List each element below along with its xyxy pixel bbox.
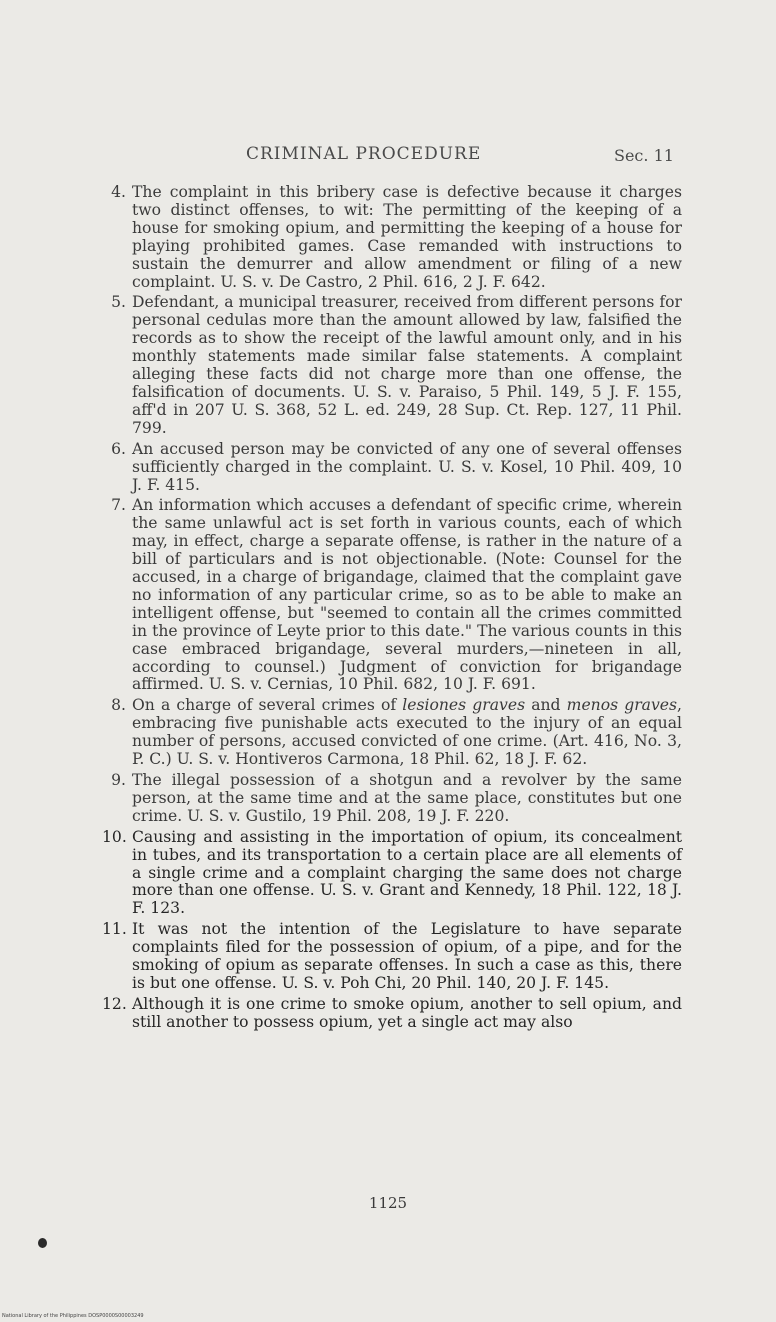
item-number: 8. [111,696,126,715]
annotation-item [72,921,682,993]
item-number: 4. [111,183,126,201]
annotation-item [72,697,682,769]
item-text-before: On a charge of several crimes of [132,696,403,715]
page-header [0,144,776,170]
scan-credit: National Library of the Philippines DOSP0000S00003249 [2,1313,144,1319]
running-title: CRIMINAL PROCEDURE [246,144,482,164]
item-text: Causing and assisting in the importation of opium, its concealment in tubes, and its transportation to a certain place are all elements of a single crime and a complaint charging the same does not charge more than one offense. U. S. v. Grant and Kennedy, 18 Phil. 122, 18 J. F. 123. [132,827,682,918]
item-number: 5. [111,293,126,312]
annotation-item [72,294,682,437]
item-text-mid: and [525,696,567,715]
item-number: 9. [111,771,126,789]
annotation-item [72,772,682,826]
annotation-item [72,184,682,291]
item-text: Defendant, a municipal treasurer, received from different persons for personal cedulas more than the amount allowed by law, falsified the records as to show the receipt of the lawful amount only, and in his monthly statements made similar false statements. A complaint alleging these facts did not charge more than one offense, the falsification of documents. U. S. v. Paraiso, 5 Phil. 149, 5 J. F. 155, aff'd in 207 U. S. 368, 52 L. ed. 249, 28 Sup. Ct. Rep. 127, 11 Phil. 799. [132,293,682,437]
item-number: 11. [102,920,127,939]
item-text: An accused person may be convicted of any one of several offenses sufficiently charged in the complaint. U. S. v. Kosel, 10 Phil. 409, 10 J. F. 415. [132,439,682,494]
section-number: Sec. 11 [614,146,674,165]
annotation-list [72,184,682,1035]
italic-term: menos graves [566,696,678,715]
annotation-item [72,497,682,694]
page-number: 1125 [368,1194,408,1212]
item-number: 12. [102,994,127,1013]
annotation-item [72,441,682,495]
item-number: 10. [102,827,127,846]
item-text: The illegal possession of a shotgun and a revolver by the same person, at the same time and at the same place, constitutes but one crime. U. S. v. Gustilo, 19 Phil. 208, 19 J. F. 220. [132,771,682,825]
ink-dot [38,1238,47,1248]
annotation-item [72,829,682,919]
item-number: 7. [111,496,126,515]
item-number: 6. [111,439,126,458]
italic-term: lesiones graves [402,696,526,715]
item-text: An information which accuses a defendant of specific crime, wherein the same unlawful act is set forth in various counts, each of which may, in effect, charge a separate offense, is rather in the nature of a bill of particulars and is not objectionable. (Note: Counsel for the accused, in a charge of brigandage, claimed that the complaint gave no information of any particular crime, so as to be able to make an intelligent offense, but "seemed to contain all the crimes committed in the province of Leyte prior to this date." The various counts in this case embraced brigandage, several murders,—nineteen in all, according to counsel.) Judgment of conviction for brigandage affirmed. U. S. v. Cernias, 10 Phil. 682, 10 J. F. 691. [132,496,682,694]
annotation-item [72,996,682,1032]
item-text: Although it is one crime to smoke opium, another to sell opium, and still another to possess opium, yet a single act may also [132,994,682,1031]
item-text: The complaint in this bribery case is defective because it charges two distinct offenses, to wit: The permitting of the keeping of a house for smoking opium, and permitting the keeping of a house for playing prohibited games. Case remanded with instructions to sustain the demurrer and allow amendment or filing of a new complaint. U. S. v. De Castro, 2 Phil. 616, 2 J. F. 642. [132,183,682,291]
item-text-after: , embracing five punishable acts executed to the injury of an equal number of persons, accused convicted of one crime. (Art. 416, No. 3, P. C.) U. S. v. Hontiveros Carmona, 18 Phil. 62, 18 J. F. 62. [132,696,682,769]
item-text: It was not the intention of the Legislature to have separate complaints filed for the possession of opium, of a pipe, and for the smoking of opium as separate offenses. In such a case as this, there is but one offense. U. S. v. Poh Chi, 20 Phil. 140, 20 J. F. 145. [132,920,682,992]
